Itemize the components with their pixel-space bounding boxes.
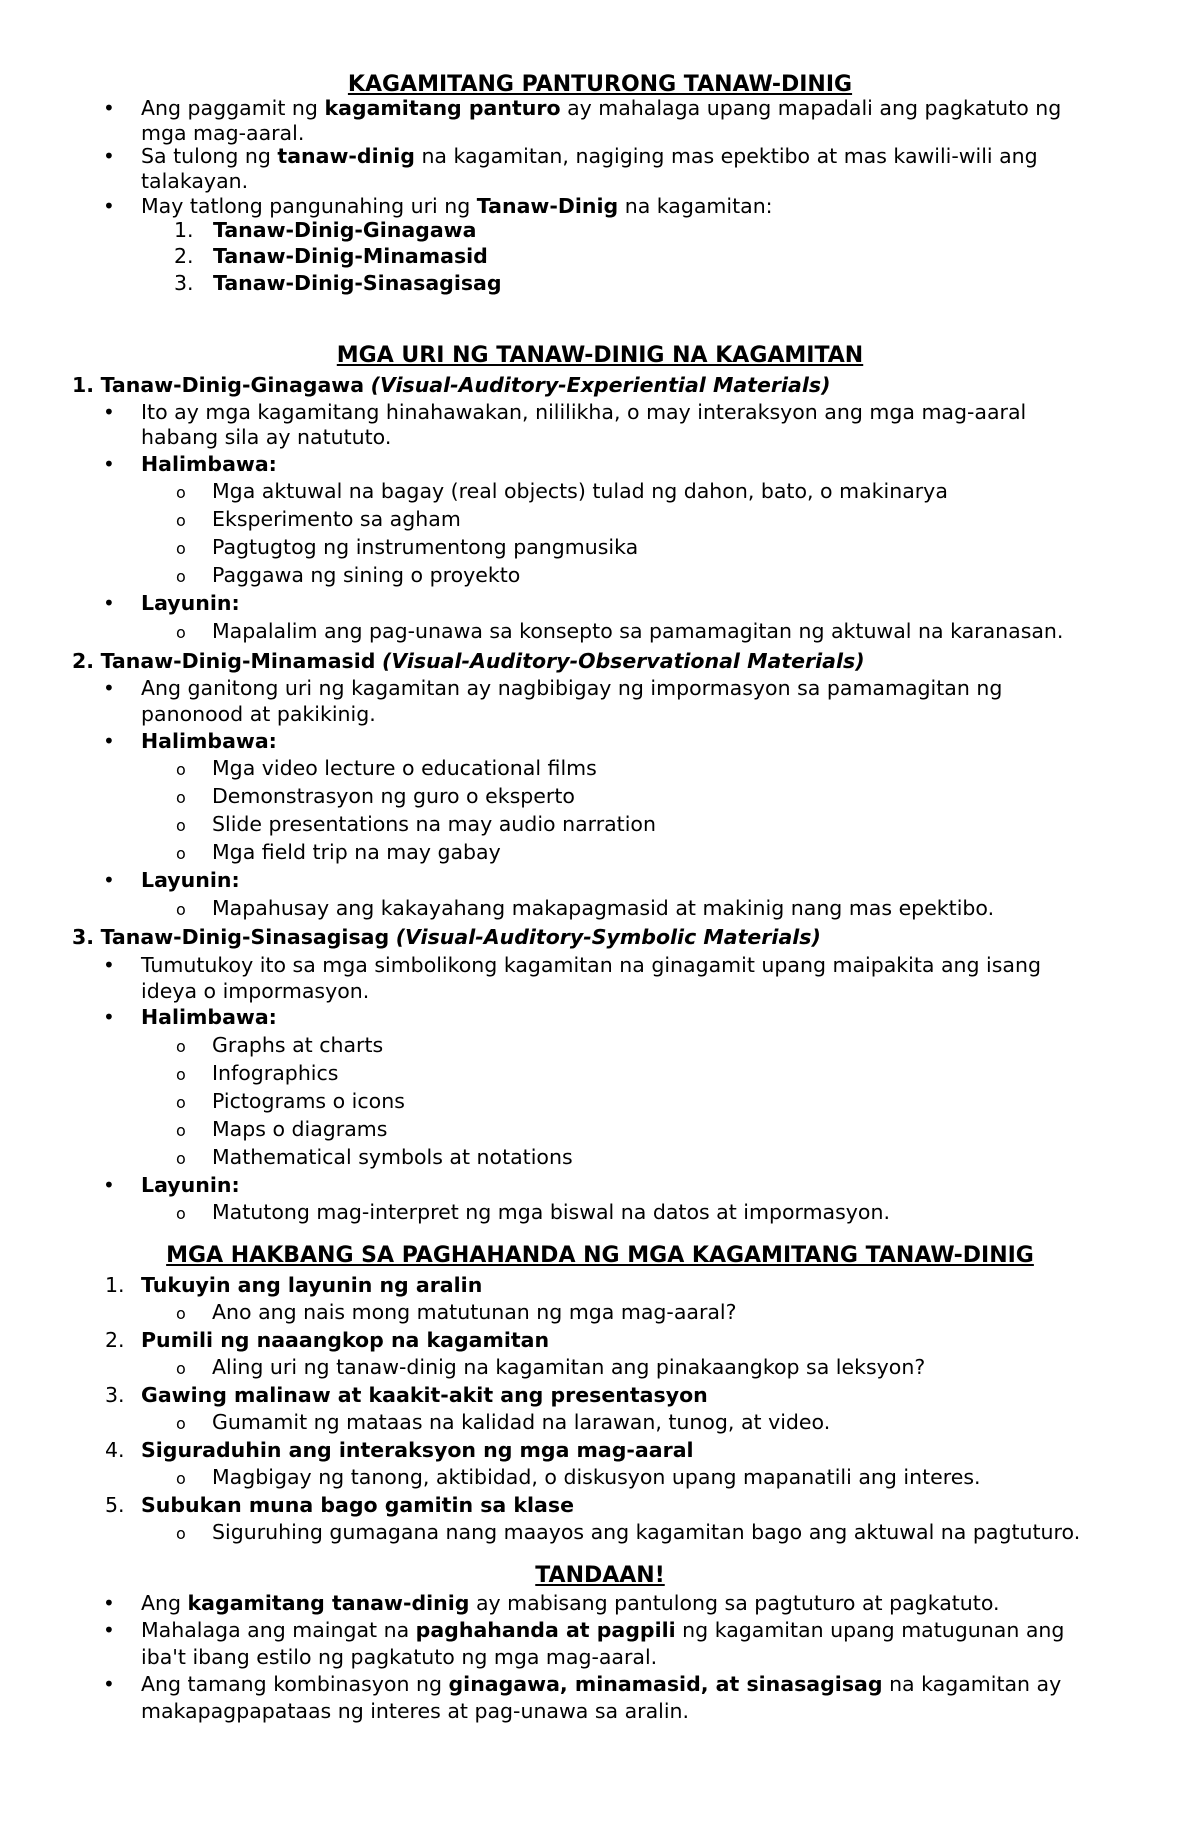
intro-bullet-1: Ang paggamit ng kagamitang panturo ay mahalaga upang mapadali ang pagkatuto ng	[141, 96, 1062, 120]
example-item: Mga field trip na may gabay	[212, 840, 501, 864]
sub-bullet: o	[176, 760, 186, 779]
remember-bullet-2: Mahalaga ang maingat na paghahanda at pagpili ng kagamitan upang matugunan ang	[141, 1618, 1065, 1642]
sub-bullet: o	[176, 1037, 186, 1056]
sub-bullet: o	[176, 788, 186, 807]
section-3-title: 3. Tanaw-Dinig-Sinasagisag (Visual-Auditory-Symbolic Materials)	[72, 925, 821, 949]
sub-bullet: o	[176, 844, 186, 863]
step-detail: Ano ang nais mong matutunan ng mga mag-aaral?	[212, 1300, 737, 1324]
type-item: Tanaw-Dinig-Ginagawa	[213, 218, 477, 242]
purpose-text: Mapahusay ang kakayahang makapagmasid at makinig nang mas epektibo.	[212, 896, 995, 920]
remember-bullet-2-cont: iba't ibang estilo ng pagkatuto ng mga mag-aaral.	[141, 1645, 658, 1669]
bullet: •	[103, 452, 115, 476]
purpose-label: Layunin:	[141, 1173, 240, 1197]
section-1-title: 1. Tanaw-Dinig-Ginagawa (Visual-Auditory-Experiential Materials)	[72, 373, 831, 397]
examples-label: Halimbawa:	[141, 452, 277, 476]
step-number: 4.	[105, 1438, 125, 1462]
section-3-desc-cont: ideya o impormasyon.	[141, 979, 370, 1003]
example-item: Maps o diagrams	[212, 1117, 388, 1141]
example-item: Mga video lecture o educational films	[212, 756, 597, 780]
intro-bullet-2: Sa tulong ng tanaw-dinig na kagamitan, nagiging mas epektibo at mas kawili-wili ang	[141, 144, 1038, 168]
bullet: •	[103, 1618, 115, 1642]
sub-bullet: o	[176, 1065, 186, 1084]
section-2-desc-cont: panonood at pakikinig.	[141, 702, 376, 726]
bullet: •	[103, 1591, 115, 1615]
section-1-desc: Ito ay mga kagamitang hinahawakan, nililikha, o may interaksyon ang mga mag-aaral	[141, 400, 1027, 424]
step-detail: Siguruhing gumagana nang maayos ang kagamitan bago ang aktuwal na pagtuturo.	[212, 1520, 1081, 1544]
bullet: •	[103, 953, 115, 977]
step-number: 5.	[105, 1493, 125, 1517]
type-item: Tanaw-Dinig-Minamasid	[213, 244, 488, 268]
intro-bullet-1-cont: mga mag-aaral.	[141, 121, 305, 145]
example-item: Pictograms o icons	[212, 1089, 405, 1113]
bullet: •	[103, 400, 115, 424]
steps-heading: MGA HAKBANG SA PAGHAHANDA NG MGA KAGAMITANG TANAW-DINIG	[166, 1243, 1034, 1268]
types-heading: MGA URI NG TANAW-DINIG NA KAGAMITAN	[336, 343, 864, 368]
step-title: Gawing malinaw at kaakit-akit ang presentasyon	[141, 1383, 708, 1407]
bullet: •	[103, 729, 115, 753]
bullet: •	[103, 591, 115, 615]
section-2-title: 2. Tanaw-Dinig-Minamasid (Visual-Auditory-Observational Materials)	[72, 649, 865, 673]
examples-label: Halimbawa:	[141, 1005, 277, 1029]
sub-bullet: o	[176, 1414, 186, 1433]
section-1-desc-cont: habang sila ay natututo.	[141, 425, 392, 449]
sub-bullet: o	[176, 1121, 186, 1140]
example-item: Graphs at charts	[212, 1033, 384, 1057]
type-number: 3.	[174, 271, 194, 295]
section-2-desc: Ang ganitong uri ng kagamitan ay nagbibigay ng impormasyon sa pamamagitan ng	[141, 676, 1003, 700]
bullet: •	[103, 1005, 115, 1029]
sub-bullet: o	[176, 1359, 186, 1378]
bullet: •	[103, 144, 115, 168]
intro-bullet-2-cont: talakayan.	[141, 169, 249, 193]
step-detail: Aling uri ng tanaw-dinig na kagamitan ang pinakaangkop sa leksyon?	[212, 1355, 926, 1379]
bullet: •	[103, 1173, 115, 1197]
sub-bullet: o	[176, 1304, 186, 1323]
type-number: 2.	[174, 244, 194, 268]
document-title: KAGAMITANG PANTURONG TANAW-DINIG	[347, 72, 853, 97]
remember-bullet-1: Ang kagamitang tanaw-dinig ay mabisang pantulong sa pagtuturo at pagkatuto.	[141, 1591, 1000, 1615]
step-title: Siguraduhin ang interaksyon ng mga mag-aaral	[141, 1438, 694, 1462]
purpose-text: Matutong mag-interpret ng mga biswal na datos at impormasyon.	[212, 1200, 890, 1224]
step-number: 3.	[105, 1383, 125, 1407]
step-number: 1.	[105, 1273, 125, 1297]
example-item: Eksperimento sa agham	[212, 507, 461, 531]
example-item: Infographics	[212, 1061, 339, 1085]
example-item: Pagtugtog ng instrumentong pangmusika	[212, 535, 639, 559]
example-item: Mathematical symbols at notations	[212, 1145, 573, 1169]
sub-bullet: o	[176, 539, 186, 558]
bullet: •	[103, 1672, 115, 1696]
step-detail: Gumamit ng mataas na kalidad na larawan, tunog, at video.	[212, 1410, 831, 1434]
example-item: Demonstrasyon ng guro o eksperto	[212, 784, 575, 808]
step-detail: Magbigay ng tanong, aktibidad, o diskusyon upang mapanatili ang interes.	[212, 1465, 981, 1489]
step-title: Subukan muna bago gamitin sa klase	[141, 1493, 574, 1517]
type-number: 1.	[174, 218, 194, 242]
bullet: •	[103, 868, 115, 892]
remember-bullet-3-cont: makapagpapataas ng interes at pag-unawa sa aralin.	[141, 1699, 690, 1723]
example-item: Slide presentations na may audio narration	[212, 812, 656, 836]
bullet: •	[103, 194, 115, 218]
sub-bullet: o	[176, 623, 186, 642]
sub-bullet: o	[176, 1149, 186, 1168]
sub-bullet: o	[176, 483, 186, 502]
sub-bullet: o	[176, 900, 186, 919]
remember-bullet-3: Ang tamang kombinasyon ng ginagawa, minamasid, at sinasagisag na kagamitan ay	[141, 1672, 1062, 1696]
step-title: Tukuyin ang layunin ng aralin	[141, 1273, 483, 1297]
bullet: •	[103, 676, 115, 700]
section-3-desc: Tumutukoy ito sa mga simbolikong kagamitan na ginagamit upang maipakita ang isang	[141, 953, 1041, 977]
purpose-text: Mapalalim ang pag-unawa sa konsepto sa pamamagitan ng aktuwal na karanasan.	[212, 619, 1064, 643]
examples-label: Halimbawa:	[141, 729, 277, 753]
sub-bullet: o	[176, 1204, 186, 1223]
remember-heading: TANDAAN!	[535, 1563, 665, 1588]
type-item: Tanaw-Dinig-Sinasagisag	[213, 271, 502, 295]
sub-bullet: o	[176, 816, 186, 835]
step-number: 2.	[105, 1328, 125, 1352]
sub-bullet: o	[176, 511, 186, 530]
example-item: Mga aktuwal na bagay (real objects) tulad ng dahon, bato, o makinarya	[212, 479, 948, 503]
purpose-label: Layunin:	[141, 868, 240, 892]
purpose-label: Layunin:	[141, 591, 240, 615]
sub-bullet: o	[176, 567, 186, 586]
step-title: Pumili ng naaangkop na kagamitan	[141, 1328, 550, 1352]
sub-bullet: o	[176, 1524, 186, 1543]
intro-bullet-3: May tatlong pangunahing uri ng Tanaw-Dinig na kagamitan:	[141, 194, 773, 218]
bullet: •	[103, 96, 115, 120]
sub-bullet: o	[176, 1469, 186, 1488]
example-item: Paggawa ng sining o proyekto	[212, 563, 521, 587]
sub-bullet: o	[176, 1093, 186, 1112]
